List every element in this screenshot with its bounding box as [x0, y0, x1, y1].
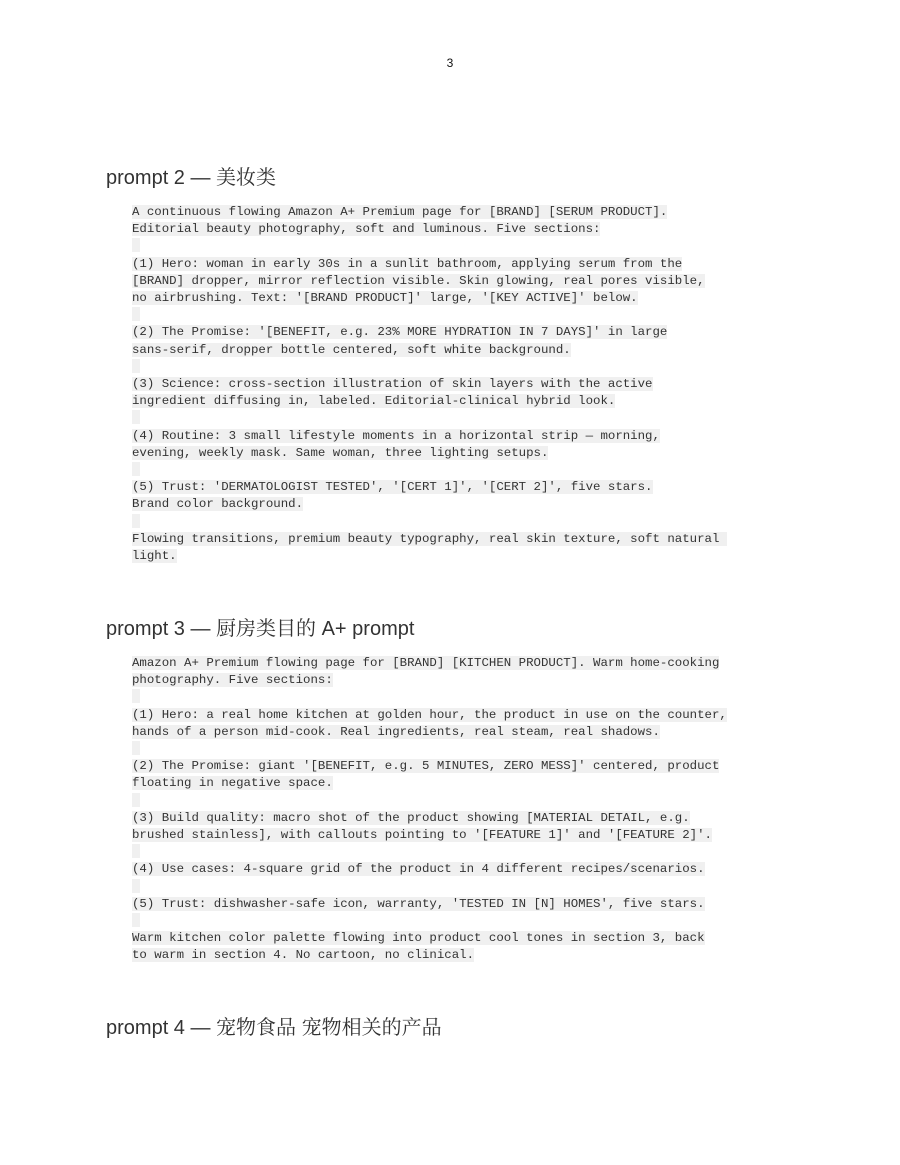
code-line [132, 204, 727, 221]
code-line [132, 290, 727, 307]
code-line-text: (4) Routine: 3 small lifestyle moments in a horizontal strip — morning, [132, 428, 660, 443]
code-line-text: hands of a person mid-cook. Real ingredients, real steam, real shadows. [132, 724, 660, 739]
code-line [132, 445, 727, 462]
code-line-text: evening, weekly mask. Same woman, three lighting setups. [132, 445, 549, 460]
code-line-text: Brand color background. [132, 497, 304, 512]
code-line [132, 689, 727, 706]
code-line-text: ingredient diffusing in, labeled. Editorial-clinical hybrid look. [132, 394, 616, 409]
code-line [132, 376, 727, 393]
code-line [132, 947, 727, 964]
code-line-text: (1) Hero: a real home kitchen at golden hour, the product in use on the counter, [132, 707, 727, 722]
code-line [132, 741, 727, 758]
code-line [132, 273, 727, 290]
code-line-text: to warm in section 4. No cartoon, no clinical. [132, 948, 475, 963]
code-line-text: (2) The Promise: '[BENEFIT, e.g. 23% MORE HYDRATION IN 7 DAYS]' in large [132, 325, 668, 340]
code-line [132, 393, 727, 410]
code-line-text: (5) Trust: 'DERMATOLOGIST TESTED', '[CERT 1]', '[CERT 2]', five stars. [132, 480, 653, 495]
code-line [132, 913, 727, 930]
code-line [132, 342, 727, 359]
code-line-text: no airbrushing. Text: '[BRAND PRODUCT]' large, '[KEY ACTIVE]' below. [132, 291, 638, 306]
code-line-text: (5) Trust: dishwasher-safe icon, warranty, 'TESTED IN [N] HOMES', five stars. [132, 896, 705, 911]
code-line [132, 827, 727, 844]
code-line-text [132, 462, 140, 476]
code-line-text: (1) Hero: woman in early 30s in a sunlit bathroom, applying serum from the [132, 256, 683, 271]
code-line-text: (3) Build quality: macro shot of the product showing [MATERIAL DETAIL, e.g. [132, 810, 690, 825]
code-line-text: A continuous flowing Amazon A+ Premium page for [BRAND] [SERUM PRODUCT]. [132, 205, 668, 219]
code-line [132, 479, 727, 496]
code-line-text: (3) Science: cross-section illustration of skin layers with the active [132, 377, 653, 392]
code-line [132, 531, 727, 548]
code-line-text [132, 844, 140, 858]
code-line [132, 410, 727, 427]
code-line-text: Amazon A+ Premium flowing page for [BRAND] [KITCHEN PRODUCT]. Warm home-cooking [132, 656, 720, 670]
code-line [132, 672, 727, 689]
code-line-text [132, 741, 140, 755]
code-line-text [132, 793, 140, 807]
code-line-text [132, 307, 140, 321]
code-line-text: (2) The Promise: giant '[BENEFIT, e.g. 5 MINUTES, ZERO MESS]' centered, product [132, 759, 720, 774]
code-line [132, 655, 727, 672]
code-line-text: photography. Five sections: [132, 673, 333, 688]
code-line-text [132, 410, 140, 424]
code-line-text: sans-serif, dropper bottle centered, soft white background. [132, 342, 571, 357]
code-line [132, 307, 727, 324]
code-line-text [132, 514, 140, 528]
code-line [132, 238, 727, 255]
code-line [132, 793, 727, 810]
code-line-text [132, 359, 140, 373]
code-line [132, 707, 727, 724]
code-line [132, 930, 727, 947]
code-line [132, 724, 727, 741]
code-line-text: [BRAND] dropper, mirror reflection visible. Skin glowing, real pores visible, [132, 273, 705, 288]
code-line-text: light. [132, 549, 177, 564]
code-line [132, 844, 727, 861]
code-line [132, 879, 727, 896]
code-line [132, 256, 727, 273]
code-line [132, 548, 727, 565]
code-line-text [132, 238, 140, 252]
code-line [132, 861, 727, 878]
code-line [132, 324, 727, 341]
code-line-text: brushed stainless], with callouts pointing to '[FEATURE 1]' and '[FEATURE 2]'. [132, 828, 712, 843]
section-heading-prompt-2: prompt 2 — 美妆类 [106, 167, 277, 189]
code-line [132, 428, 727, 445]
code-line [132, 221, 727, 238]
code-block-prompt-2 [132, 204, 727, 565]
code-line-text [132, 879, 140, 893]
code-line-text [132, 913, 140, 927]
code-line [132, 359, 727, 376]
code-line [132, 514, 727, 531]
section-heading-prompt-4: prompt 4 — 宠物食品 宠物相关的产品 [106, 1017, 442, 1039]
code-line-text: floating in negative space. [132, 776, 333, 791]
code-block-prompt-3 [132, 655, 727, 965]
code-line [132, 462, 727, 479]
code-line-text: Editorial beauty photography, soft and luminous. Five sections: [132, 222, 601, 237]
code-line-text: Warm kitchen color palette flowing into product cool tones in section 3, back [132, 931, 705, 946]
section-heading-prompt-3: prompt 3 — 厨房类目的 A+ prompt [106, 618, 415, 640]
code-line [132, 496, 727, 513]
code-line-text: (4) Use cases: 4-square grid of the product in 4 different recipes/scenarios. [132, 862, 705, 877]
code-line-text [132, 689, 140, 703]
code-line [132, 758, 727, 775]
code-line [132, 775, 727, 792]
code-line-text: Flowing transitions, premium beauty typography, real skin texture, soft natural [132, 531, 727, 546]
code-line [132, 896, 727, 913]
page-number: 3 [446, 56, 454, 70]
code-line [132, 810, 727, 827]
